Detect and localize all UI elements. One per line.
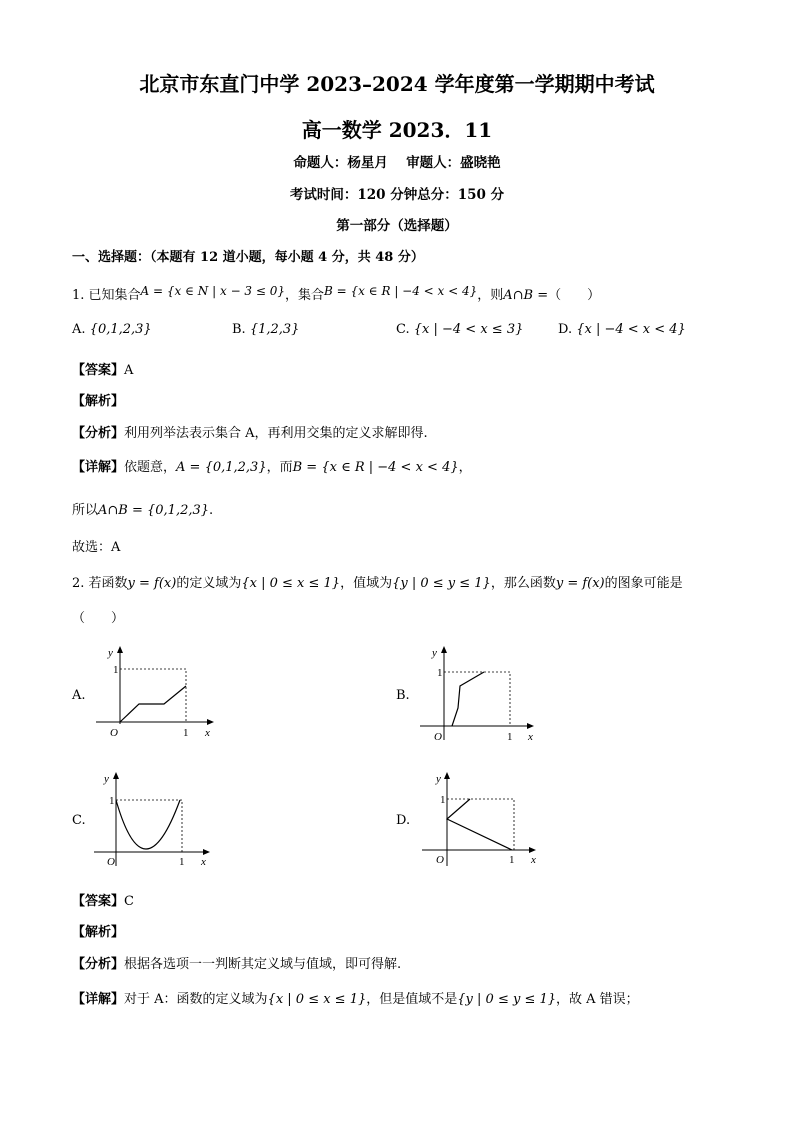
q1-option-d [558,322,686,337]
x-axis-arrow [527,723,534,729]
q1-stem-text-3: ，则 [477,288,504,303]
q1-conclusion [72,499,213,518]
exam-part: 第一部分（选择题） [336,218,458,234]
q2-xiangjie [72,988,639,1007]
option-text: {x | −4 < x < 4} [576,322,686,337]
q2-option-c-label: C. [72,813,86,828]
q2-graph-b [414,644,544,744]
axis-label-y: y [432,647,437,659]
q2-stem-text-2: 的定义域为 [176,576,242,591]
tick-label-1-x: 1 [179,856,185,868]
x-axis-arrow [529,847,536,853]
q1-answer [72,359,133,378]
q2-option-b-label: B. [396,688,410,703]
q1-option-a [72,322,152,337]
xiangjie-text-3: ， [458,460,472,475]
fenxi-tag: 【分析】 [72,426,125,441]
option-label: C. [396,322,410,337]
fenxi-tag: 【分析】 [72,957,125,972]
q1-fenxi [72,422,428,441]
q2-function: y = f(x) [127,576,177,591]
y-axis-arrow [441,646,447,653]
q1-set-b: B = {x ∈ R | −4 < x < 4} [324,284,478,298]
section-heading: 一、选择题：（本题有 12 道小题，每小题 4 分，共 48 分） [72,250,424,265]
analysis-tag: 【解析】 [72,925,125,940]
q1-set-a: A = {x ∈ N | x − 3 ≤ 0} [140,284,286,298]
tick-label-1-x: 1 [507,731,513,743]
xiangjie-text-2: ，但是值域不是 [366,992,458,1007]
tick-label-1-y: 1 [437,667,443,679]
q2-option-d-label: D. [396,813,411,828]
xiangjie-text-2: ，而 [266,460,293,475]
option-text: {0,1,2,3} [89,322,152,337]
q1-stem-text: 1. 已知集合 [72,288,141,303]
xiangjie-text: 依题意， [124,460,177,475]
q1-stem-text-2: ，集合 [285,288,325,303]
q2-graph-d [414,770,544,870]
origin-label: O [110,727,118,739]
q1-stem [72,284,600,303]
axis-label-x: x [531,854,536,866]
x-axis-arrow [207,719,214,725]
x-axis-arrow [203,849,210,855]
function-curve [452,672,484,726]
q2-stem-text: 2. 若函数 [72,576,128,591]
q1-option-b [232,322,299,337]
q2-stem [72,572,683,591]
function-curve [447,799,512,850]
axis-label-y: y [104,773,109,785]
q2-graph-c [92,770,222,870]
exam-time: 考试时间：120 分钟总分：150 分 [289,187,505,203]
q2-graph-a [92,644,222,744]
axis-label-x: x [201,856,206,868]
option-label: B. [232,322,246,337]
tick-label-1-y: 1 [109,795,115,807]
xiangjie-text-3: ，故 A 错误； [556,992,639,1007]
analysis-tag: 【解析】 [72,394,125,409]
q2-stem-text-3: ，值域为 [340,576,393,591]
xiangjie-tag: 【详解】 [72,992,125,1007]
q2-domain: {x | 0 ≤ x ≤ 1} [241,576,341,591]
guide-lines [120,669,186,722]
origin-label: O [434,731,442,743]
option-text: {1,2,3} [249,322,300,337]
y-axis-arrow [117,646,123,653]
q2-analysis-tag [72,921,124,940]
xiangjie-math: A = {0,1,2,3} [176,460,267,475]
answer-value: A [124,363,134,378]
xiangjie-text: 对于 A：函数的定义域为 [124,992,268,1007]
guide-lines [116,800,182,852]
option-label: A. [72,322,86,337]
conclusion-end: . [209,503,214,518]
q1-xiangjie [72,456,472,475]
y-axis-arrow [444,772,450,779]
axis-label-y: y [436,773,441,785]
axis-label-x: x [205,727,210,739]
axis-label-x: x [528,731,533,743]
function-curve [120,686,186,722]
option-text: {x | −4 < x ≤ 3} [413,322,524,337]
guide-lines [444,672,510,726]
xiangjie-range: {y | 0 ≤ y ≤ 1} [457,992,557,1007]
q1-choose: 故选：A [72,540,121,555]
q1-option-c [396,322,523,337]
tick-label-1-x: 1 [509,854,515,866]
conclusion-math: A∩B = {0,1,2,3} [98,503,210,518]
q2-stem-text-4: ，那么函数 [490,576,556,591]
y-axis-arrow [113,772,119,779]
tick-label-1-x: 1 [183,727,189,739]
guide-lines [447,799,514,850]
conclusion-text: 所以 [72,503,99,518]
tick-label-1-y: 1 [113,664,119,676]
q2-function-2: y = f(x) [555,576,605,591]
q2-fenxi [72,953,401,972]
answer-tag: 【答案】 [72,363,125,378]
q2-paren: （ ） [72,611,125,626]
origin-label: O [436,854,444,866]
answer-value: C [124,894,134,909]
exam-title: 北京市东直门中学 2023–2024 学年度第一学期期中考试 [139,72,655,96]
q2-stem-text-5: 的图象可能是 [604,576,683,591]
exam-authors: 命题人：杨星月 审题人：盛晓艳 [293,155,501,171]
q1-analysis-tag [72,390,124,409]
fenxi-text: 利用列举法表示集合 A，再利用交集的定义求解即得. [124,426,428,441]
option-label: D. [558,322,573,337]
exam-subject: 高一数学 2023．11 [301,118,493,142]
q2-option-a-label: A. [72,688,86,703]
origin-label: O [107,856,115,868]
xiangjie-domain: {x | 0 ≤ x ≤ 1} [267,992,367,1007]
function-curve [116,800,180,849]
fenxi-text: 根据各选项一一判断其定义域与值域，即可得解. [124,957,402,972]
tick-label-1-y: 1 [440,794,446,806]
q1-paren: （ ） [548,288,601,303]
q2-range: {y | 0 ≤ y ≤ 1} [392,576,491,591]
q2-answer [72,890,134,909]
xiangjie-math-2: B = {x ∈ R | −4 < x < 4} [292,460,459,475]
axis-label-y: y [108,647,113,659]
xiangjie-tag: 【详解】 [72,460,125,475]
q1-intersection: A∩B = [503,288,549,303]
answer-tag: 【答案】 [72,894,125,909]
